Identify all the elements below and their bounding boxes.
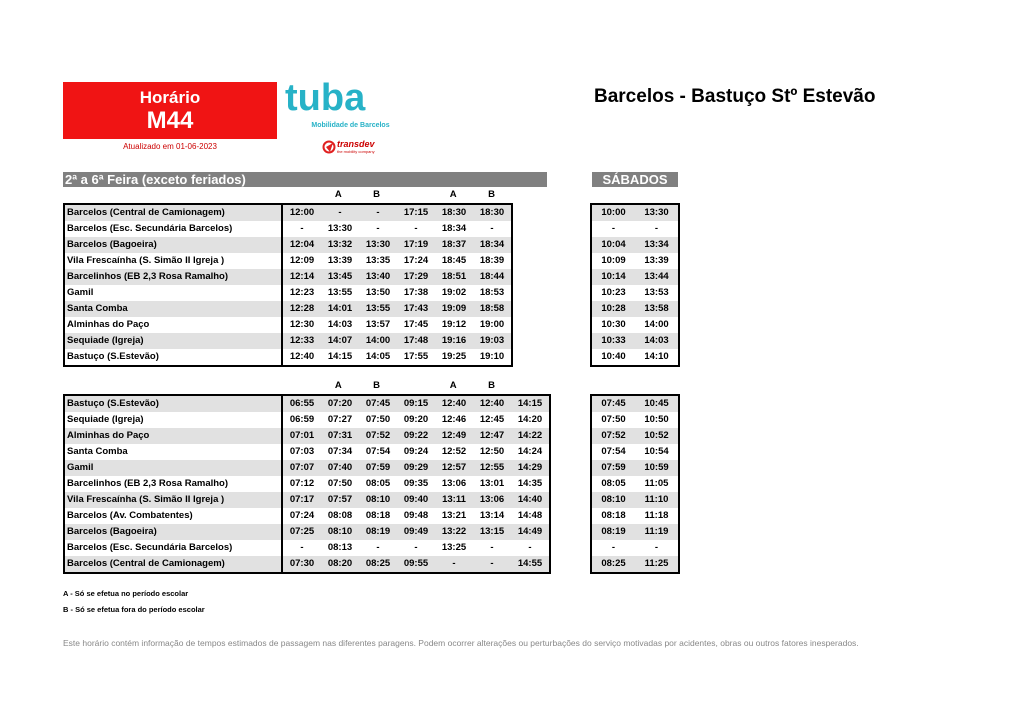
time-cell: - [359,204,397,221]
time-cell: 12:40 [473,395,511,412]
time-cell: 12:14 [282,269,321,285]
time-cell: 06:55 [282,395,321,412]
time-cell: 10:52 [635,428,679,444]
time-cell: 19:12 [441,319,467,330]
time-cell: 12:04 [282,237,321,253]
time-cell: 13:35 [365,255,391,266]
time-cell: 18:37 [435,237,473,253]
time-cell: 19:03 [473,333,512,349]
table-row [64,237,512,253]
table-row [64,556,550,573]
time-cell: 12:46 [441,414,467,425]
time-cell: 14:03 [635,333,679,349]
table-row [64,508,550,524]
time-cell: 14:07 [321,333,359,349]
time-cell: 13:06 [441,478,467,489]
time-cell: 10:09 [591,253,635,269]
time-cell: 07:52 [591,428,635,444]
stop-name: Bastuço (S.Estevão) [64,395,282,412]
time-cell: 07:54 [365,446,391,457]
time-cell: 07:12 [289,478,315,489]
time-cell: 09:15 [397,395,435,412]
time-cell: 08:18 [365,510,391,521]
table-row [591,349,679,366]
time-cell: - [414,223,418,234]
table-row [591,556,679,573]
weekday-header: 2ª a 6ª Feira (exceto feriados) [63,172,547,187]
stop-name: Barcelos (Bagoeira) [64,237,282,253]
outbound-weekday-table [63,203,513,367]
time-cell: 08:25 [591,556,635,573]
stop-name: Barcelos (Esc. Secundária Barcelos) [64,540,282,556]
saturday-header: SÁBADOS [592,172,678,187]
time-cell: 10:33 [591,333,635,349]
column-marker: B [488,189,495,200]
table-row [591,317,679,333]
column-marker: B [373,189,381,200]
time-cell: 13:25 [441,542,467,553]
note-b: B - Só se efetua fora do período escolar [63,605,205,614]
time-cell: 13:34 [635,237,679,253]
time-cell: 13:30 [635,204,679,221]
time-cell: 14:55 [511,556,550,573]
table-row [591,460,679,476]
time-cell: - [490,542,494,553]
time-cell: 17:43 [397,301,435,317]
time-cell: 12:28 [282,301,321,317]
time-cell: 14:49 [511,524,550,540]
time-cell: 19:09 [435,301,473,317]
table-row [591,540,679,556]
table-row [591,508,679,524]
time-cell: - [321,204,359,221]
time-cell: 13:44 [635,269,679,285]
time-cell: 13:30 [327,223,353,234]
time-cell: 09:24 [403,446,429,457]
time-cell: 07:17 [282,492,321,508]
time-cell: 09:35 [403,478,429,489]
time-cell: 13:01 [479,478,505,489]
time-cell: 09:20 [403,414,429,425]
time-cell: 13:14 [479,510,505,521]
time-cell: 19:10 [473,349,512,366]
table-row [64,428,550,444]
time-cell: 07:45 [591,395,635,412]
column-marker [511,379,549,393]
table-row [64,412,550,428]
stop-name: Sequiade (Igreja) [64,333,282,349]
time-cell: 14:48 [511,508,550,524]
time-cell: 18:53 [473,285,512,301]
time-cell: 11:19 [635,524,679,540]
table-row [591,476,679,492]
route-number: M44 [146,107,194,134]
time-cell: 09:40 [397,492,435,508]
time-cell: 17:45 [403,319,429,330]
time-cell: 07:03 [289,446,315,457]
time-cell: 07:59 [591,460,635,476]
time-cell: 17:15 [397,204,435,221]
time-cell: 19:00 [473,317,512,333]
time-cell: 10:04 [591,237,635,253]
time-cell: 12:40 [282,349,321,366]
time-cell: 08:13 [327,542,353,553]
time-cell: 06:59 [289,414,315,425]
table-row [591,285,679,301]
time-cell: 13:39 [635,253,679,269]
time-cell: - [473,556,511,573]
column-marker [396,379,434,393]
table-row [64,395,550,412]
time-cell: 08:19 [359,524,397,540]
time-cell: - [635,221,679,237]
time-cell: 07:57 [321,492,359,508]
table-row [64,221,512,237]
schedule-label: Horário [139,88,201,107]
time-cell: 07:45 [359,395,397,412]
column-marker: B [488,380,495,391]
time-cell: 07:54 [591,444,635,460]
time-cell: 14:15 [321,349,359,366]
stop-name: Barcelos (Central de Camionagem) [64,556,282,573]
updated-date: Atualizado em 01-06-2023 [123,142,217,151]
partner-tagline: the mobility company [337,149,375,154]
time-cell: 13:39 [327,255,353,266]
column-marker: A [334,380,342,391]
time-cell: 14:15 [511,395,550,412]
time-cell: 14:24 [511,444,550,460]
stop-name: Barcelos (Av. Combatentes) [64,508,282,524]
page-title: Barcelos - Bastuço Stº Estevão [594,86,876,107]
time-cell: 12:50 [479,446,505,457]
table-row [64,333,512,349]
time-cell: - [300,223,304,234]
column-marker [281,379,319,393]
logo-subtitle: Mobilidade de Barcelos [311,122,390,129]
time-cell: 10:28 [591,301,635,317]
time-cell: 09:55 [397,556,435,573]
time-cell: 07:20 [321,395,359,412]
time-cell: 09:22 [397,428,435,444]
stop-name: Barcelinhos (EB 2,3 Rosa Ramalho) [64,269,282,285]
stop-name: Vila Frescaínha (S. Simão II Igreja ) [64,253,282,269]
stop-name: Gamil [64,460,282,476]
time-cell: 07:25 [282,524,321,540]
time-cell: 12:52 [441,446,467,457]
time-cell: 14:01 [321,301,359,317]
time-cell: 17:29 [397,269,435,285]
time-cell: 14:05 [359,349,397,366]
time-cell: 13:15 [473,524,511,540]
time-cell: 18:30 [473,204,512,221]
route-badge [63,82,277,139]
table-row [591,444,679,460]
time-cell: 13:40 [359,269,397,285]
time-cell: 12:47 [473,428,511,444]
table-row [591,395,679,412]
time-cell: 17:19 [397,237,435,253]
table-row [64,349,512,366]
table-row [64,540,550,556]
time-cell: 11:25 [635,556,679,573]
time-cell: 14:40 [511,492,550,508]
column-marker [281,188,319,202]
column-marker: A [334,189,342,200]
time-cell: 12:23 [289,287,315,298]
time-cell: - [300,542,304,553]
stop-name: Gamil [64,285,282,301]
time-cell: - [473,221,512,237]
time-cell: 14:10 [635,349,679,366]
time-cell: - [376,542,380,553]
time-cell: 07:27 [327,414,353,425]
time-cell: 07:30 [282,556,321,573]
time-cell: 18:34 [441,223,467,234]
time-cell: 19:16 [435,333,473,349]
time-cell: 08:10 [591,492,635,508]
stop-name: Santa Comba [64,444,282,460]
logo-text: tuba [285,80,366,116]
time-cell: 12:49 [435,428,473,444]
time-cell: 12:45 [479,414,505,425]
stop-name: Barcelos (Central de Camionagem) [64,204,282,221]
time-cell: 12:33 [282,333,321,349]
column-marker: A [449,380,457,391]
time-cell: 13:55 [359,301,397,317]
time-cell: 08:18 [591,508,635,524]
time-cell: 14:29 [511,460,550,476]
stop-name: Alminhas do Paço [64,428,282,444]
time-cell: 13:21 [441,510,467,521]
table-row [64,524,550,540]
time-cell: 13:22 [435,524,473,540]
table-row [591,253,679,269]
table-row [591,301,679,317]
time-cell: - [414,542,418,553]
time-cell: 12:09 [289,255,315,266]
time-cell: 07:40 [321,460,359,476]
time-cell: 07:07 [282,460,321,476]
time-cell: 10:23 [591,285,635,301]
time-cell: 17:55 [397,349,435,366]
time-cell: 09:48 [403,510,429,521]
table-row [591,524,679,540]
time-cell: 19:02 [441,287,467,298]
time-cell: 09:29 [397,460,435,476]
time-cell: 08:05 [591,476,635,492]
time-cell: 18:51 [435,269,473,285]
time-cell: 14:22 [511,428,550,444]
table-row [591,412,679,428]
time-cell: 11:10 [635,492,679,508]
time-cell: 14:00 [635,317,679,333]
stop-name: Barcelos (Bagoeira) [64,524,282,540]
time-cell: 13:11 [435,492,473,508]
time-cell: 08:19 [591,524,635,540]
time-cell: - [376,223,380,234]
time-cell: 18:34 [473,237,512,253]
time-cell: 11:05 [635,476,679,492]
time-cell: 07:31 [321,428,359,444]
time-cell: 12:55 [473,460,511,476]
stop-name: Bastuço (S.Estevão) [64,349,282,366]
table-row [591,221,679,237]
table-row [591,492,679,508]
table-row [591,237,679,253]
outbound-saturday-table [590,203,680,367]
table-row [64,444,550,460]
table-row [591,333,679,349]
note-a: A - Só se efetua no período escolar [63,589,189,598]
time-cell: - [511,540,550,556]
time-cell: 12:40 [435,395,473,412]
time-cell: 19:25 [435,349,473,366]
disclaimer: Este horário contém informação de tempos estimados de passagem nas diferentes paragens. Podem ocorrer alterações ou perturbações do serviço motivadas por acidentes, obras ou outros fatores inesperados. [63,638,859,648]
time-cell: 11:18 [635,508,679,524]
time-cell: - [635,540,679,556]
stop-name: Vila Frescaínha (S. Simão II Igreja ) [64,492,282,508]
time-cell: 12:00 [282,204,321,221]
table-row [64,301,512,317]
time-cell: 13:06 [473,492,511,508]
stop-name: Sequiade (Igreja) [64,412,282,428]
table-row [64,204,512,221]
time-cell: 07:01 [282,428,321,444]
inbound-weekday-table [63,394,551,574]
tuba-logo [283,80,418,116]
time-cell: 10:50 [635,412,679,428]
time-cell: 12:30 [289,319,315,330]
time-cell: 07:50 [327,478,353,489]
time-cell: 13:53 [635,285,679,301]
time-cell: - [591,221,635,237]
time-cell: 17:48 [397,333,435,349]
time-cell: 14:20 [511,412,550,428]
time-cell: 09:49 [397,524,435,540]
time-cell: 10:45 [635,395,679,412]
table-row [591,204,679,221]
stop-name: Santa Comba [64,301,282,317]
time-cell: 07:34 [327,446,353,457]
time-cell: 08:08 [327,510,353,521]
time-cell: 08:10 [359,492,397,508]
time-cell: 13:55 [327,287,353,298]
time-cell: 12:57 [435,460,473,476]
time-cell: 08:10 [321,524,359,540]
time-cell: 14:35 [511,476,550,492]
time-cell: 13:45 [321,269,359,285]
time-cell: 17:38 [403,287,429,298]
time-cell: 07:50 [591,412,635,428]
time-cell: 08:20 [321,556,359,573]
time-cell: - [435,556,473,573]
time-cell: 13:58 [635,301,679,317]
time-cell: 10:54 [635,444,679,460]
time-cell: 18:58 [473,301,512,317]
time-cell: 13:32 [321,237,359,253]
table-row [64,492,550,508]
table-row [64,253,512,269]
time-cell: 18:30 [435,204,473,221]
time-cell: 07:24 [289,510,315,521]
time-cell: 10:59 [635,460,679,476]
time-cell: 07:52 [359,428,397,444]
time-cell: 13:30 [359,237,397,253]
time-cell: 17:24 [403,255,429,266]
time-cell: 10:30 [591,317,635,333]
time-cell: 10:14 [591,269,635,285]
stop-name: Alminhas do Paço [64,317,282,333]
table-row [64,285,512,301]
time-cell: 13:50 [365,287,391,298]
table-row [64,317,512,333]
time-cell: 10:40 [591,349,635,366]
partner-name: transdev [337,139,375,149]
time-cell: 18:39 [473,253,512,269]
column-marker: A [449,189,457,200]
table-row [64,269,512,285]
table-row [64,476,550,492]
time-cell: 18:44 [473,269,512,285]
time-cell: - [591,540,635,556]
inbound-saturday-table [590,394,680,574]
table-row [591,269,679,285]
time-cell: 07:59 [359,460,397,476]
table-row [64,460,550,476]
stop-name: Barcelos (Esc. Secundária Barcelos) [64,221,282,237]
time-cell: 08:25 [359,556,397,573]
time-cell: 10:00 [591,204,635,221]
table-row [591,428,679,444]
stop-name: Barcelinhos (EB 2,3 Rosa Ramalho) [64,476,282,492]
column-marker [396,188,434,202]
time-cell: 13:57 [365,319,391,330]
time-cell: 14:03 [327,319,353,330]
time-cell: 14:00 [359,333,397,349]
column-marker: B [373,380,381,391]
time-cell: 18:45 [441,255,467,266]
time-cell: 07:50 [365,414,391,425]
time-cell: 08:05 [365,478,391,489]
